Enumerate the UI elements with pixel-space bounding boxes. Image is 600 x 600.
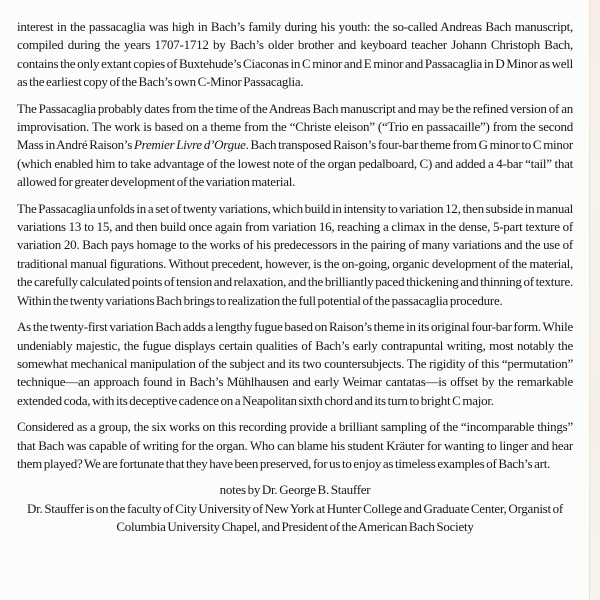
- paragraph-passacaglia-origin-text: The Passacaglia probably dates from the time of the Andreas Bach manuscript and may be the refined version of an improvisation. The work is based on a theme from the “Christe eleison” (“Trio en passacaille”) from the second Mass in André Raison’s: [17, 100, 573, 153]
- paragraph-andreas-bach-manuscript: interest in the passacaglia was high in Bach’s family during his youth: the so-called Andreas Bach manuscript, compiled during the years 1707-1712 by Bach’s older brother and keyboard teacher Johann Christoph Bach, contains the only extant copies of Buxtehude’s Ciaconas in C minor and E minor and Passacaglia in D Minor as well as the earliest copy of the Bach’s own C-Minor Passacaglia.: [17, 19, 573, 90]
- byline: notes by Dr. George B. Stauffer: [219, 482, 371, 498]
- scan-edge-strip: [589, 0, 600, 600]
- paragraph-conclusion: Considered as a group, the six works on this recording provide a brilliant sampling of the “incomparable things” that Bach was capable of writing for the organ. Who can blame his student Kräuter for wanting to linger and hear them played? We are fortunate that they have been preserved, for us to enjoy as timeless examples of Bach’s art.: [17, 419, 573, 471]
- paragraph-twenty-variations: The Passacaglia unfolds in a set of twenty variations, which build in intensity to variation 12, then subside in manual variations 13 to 15, and then build once again from variation 16, reaching a climax in the dense, 5-part texture of variation 20. Bach pays homage to the works of his predecessors in the pairing of many variations and the use of traditional manual figurations. Without precedent, however, is the on-going, organic development of the material, the carefully calculated points of tension and relaxation, and the brilliantly paced thickening and thinning of texture. Within the twenty variations Bach brings to realization the full potential of the passacaglia procedure.: [17, 200, 573, 308]
- article-text-block: [17, 18, 573, 537]
- paragraph-fugue: As the twenty-first variation Bach adds a lengthy fugue based on Raison’s theme in its original four-bar form. While undeniably majestic, the fugue displays certain qualities of Bach’s early contrapuntal writing, most notably the somewhat mechanical manipulation of the subject and its two countersubjects. The rigidity of this “permutation” technique—an approach found in Bach’s Mühlhausen and early Weimar cantatas—is offset by the remarkable extended coda, with its deceptive cadence on a Neapolitan sixth chord and its turn to bright C major.: [17, 319, 573, 408]
- author-affiliation: Dr. Stauffer is on the faculty of City University of New York at Hunter College and Graduate Center, Organist of Columbia University Chapel, and President of the American Bach Society: [27, 500, 563, 535]
- paragraph-passacaglia-origin-continued: . Bach transposed Raison’s four-bar theme from G minor to C minor (which enabled him to take advantage of the lowest note of the organ pedalboard, C) and added a 4-bar “tail” that allowed for greater development of the variation material.: [17, 137, 573, 190]
- work-title-premier-livre-dorgue: Premier Livre d’Orgue: [133, 137, 246, 153]
- paragraph-passacaglia-origin: [17, 100, 573, 192]
